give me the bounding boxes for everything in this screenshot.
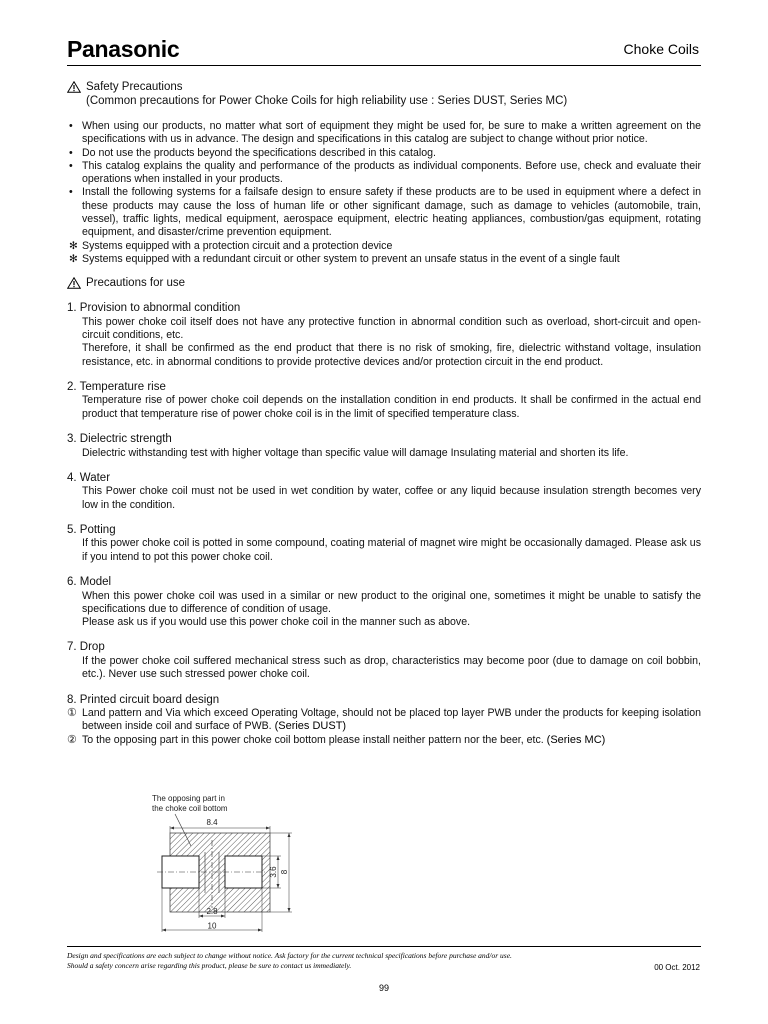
circled-number: ① [67,707,77,720]
precaution-item [67,472,701,512]
bullet-item [67,120,701,147]
item-body [67,316,701,369]
warning-icon [67,277,81,289]
item-paragraph: If this power choke coil is potted in some compound, coating material of magnet wire might be occasionally damaged. Please ask us if you intend to pot this power choke coil. [82,537,701,563]
circled-number: ② [67,733,77,746]
precaution-item-pcb [67,694,701,747]
item-paragraph: When this power choke coil was used in a similar or new product to the original one, sometimes it might be unable to satisfy the specifications due to difference of condition of usage. [82,589,701,615]
diagram-drawing [145,790,305,935]
series-tag: (Series MC) [546,733,606,746]
item-title: 4. Water [67,471,111,484]
page-number: 99 [378,983,389,993]
bullet-text: Systems equipped with a redundant circuit or other system to prevent an unsafe status in the event of a single fault [82,252,620,265]
precaution-item [67,641,701,681]
dim-label-top: 8.4 [206,818,218,827]
brand-logo: Panasonic [67,36,180,62]
item-paragraph: Temperature rise of power choke coil depends on the installation condition in end products. It shall be confirmed in the actual end product that temperature rise of power choke coil is in the limit of specified temperature class. [82,394,701,420]
item-paragraph: Therefore, it shall be confirmed as the end product that there is no risk of smoking, fire, dielectric withstand voltage, insulation resistance, etc. in abnormal conditions to provide protective devices and/or protection circuit in the end product. [82,342,701,368]
bullet-marker: • [69,159,73,172]
precaution-item [67,433,701,460]
precaution-item [67,302,701,369]
item-title: 6. Model [67,576,112,589]
item-title: 1. Provision to abnormal condition [67,302,241,315]
item-paragraph: This power choke coil itself does not have any protective function in abnormal condition such as overload, short-circuit and open-circuit conditions, etc. [82,315,701,342]
safety-subheading: (Common precautions for Power Choke Coils for high reliability use : Series DUST, Series MC) [86,95,568,107]
bullet-text: Systems equipped with a protection circuit and a protection device [82,239,393,252]
bullet-text: Install the following systems for a failsafe design to ensure safety if these products are to be used in equipment where a defect in these products may cause the loss of human life or other significant damage, such as damage to vehicles (automobile, train, vessel), traffic lights, medical equipment, aerospace equipment, electric heating appliances, combustion/gas equipment, rotating equipment, and disaster/crime prevention equipment. [82,186,701,239]
footer-note-line: Design and specifications are each subject to change without notice. Ask factory for the current technical specifications before purchase and/or use. [67,951,512,960]
pcb-land-diagram [145,790,305,935]
page-header [67,36,701,66]
item-paragraph: Dielectric withstanding test with higher voltage than specific value will damage Insulating material and shorten its life. [82,446,629,459]
footer-note-line: Should a safety concern arise regarding this product, please be sure to contact us immediately. [67,961,352,970]
item-body [67,447,701,460]
numbered-item [67,707,701,734]
item-paragraph: This Power choke coil must not be used in wet condition by water, coffee or any liquid because insulation strength becomes very low in the condition. [82,485,701,511]
safety-bullet-list [67,120,701,266]
footer-divider [67,946,701,947]
item-title: 2. Temperature rise [67,380,166,393]
item-body [67,655,701,682]
dim-label-right-inner: 3.6 [269,866,278,878]
main-content [67,80,701,747]
item-body [67,394,701,421]
bullet-item [67,147,701,160]
asterisk-item [67,253,701,266]
asterisk-marker: ✻ [69,239,78,252]
item-body [67,485,701,512]
bullet-item [67,160,701,187]
item-paragraph: Please ask us if you would use this power choke coil in the manner such as above. [82,616,471,629]
bullet-text: Do not use the products beyond the specifications described in this catalog. [82,146,436,159]
footer-date: 00 Oct. 2012 [654,963,700,972]
precautions-heading [67,276,701,290]
safety-heading-text: Safety Precautions [86,81,183,93]
numbered-item-text: To the opposing part in this power choke coil bottom please install neither pattern nor the beer, etc. [82,733,544,746]
item-title: 8. Printed circuit board design [67,693,220,706]
item-title: 3. Dielectric strength [67,433,172,446]
item-title: 7. Drop [67,641,105,654]
bullet-item [67,186,701,239]
bullet-marker: • [69,146,73,159]
warning-icon [67,81,81,93]
diagram-label-line: The opposing part in [152,794,225,803]
bullet-text: This catalog explains the quality and performance of the products as individual components. Before use, check and evaluate their operations when installed in your products. [82,159,701,186]
asterisk-item [67,240,701,253]
footer-note [67,951,512,971]
dim-label-right-outer: 8 [280,869,289,875]
item-paragraph: If the power choke coil suffered mechanical stress such as drop, characteristics may become poor (due to damage on coil bobbin, etc.). Never use such stressed power choke coil. [82,654,701,681]
series-tag: (Series DUST) [274,720,347,733]
item-body [67,537,701,564]
asterisk-marker: ✻ [69,252,78,265]
item-body [67,590,701,630]
item-title: 5. Potting [67,523,116,536]
bullet-text: When using our products, no matter what sort of equipment they might be used for, be sure to make a written agreement on the specifications with us in advance. The design and specifications in this catalog are subject to change without prior notice. [82,120,701,146]
diagram-label-line: the choke coil bottom [152,804,228,813]
bullet-marker: • [69,186,73,199]
precaution-item [67,524,701,564]
safety-heading [67,80,701,94]
dim-label-bottom-inner: 2.8 [206,907,218,916]
bullet-marker: • [69,120,73,132]
doc-title: Choke Coils [623,41,699,57]
precaution-item [67,381,701,421]
dim-label-bottom-outer: 10 [207,921,217,931]
precautions-heading-text: Precautions for use [86,277,186,290]
numbered-item-text: Land pattern and Via which exceed Operating Voltage, should not be placed top layer PWB under the products for keeping isolation between inside coil and surface of PWB. [82,707,701,733]
numbered-item [67,734,701,747]
precaution-item [67,576,701,629]
